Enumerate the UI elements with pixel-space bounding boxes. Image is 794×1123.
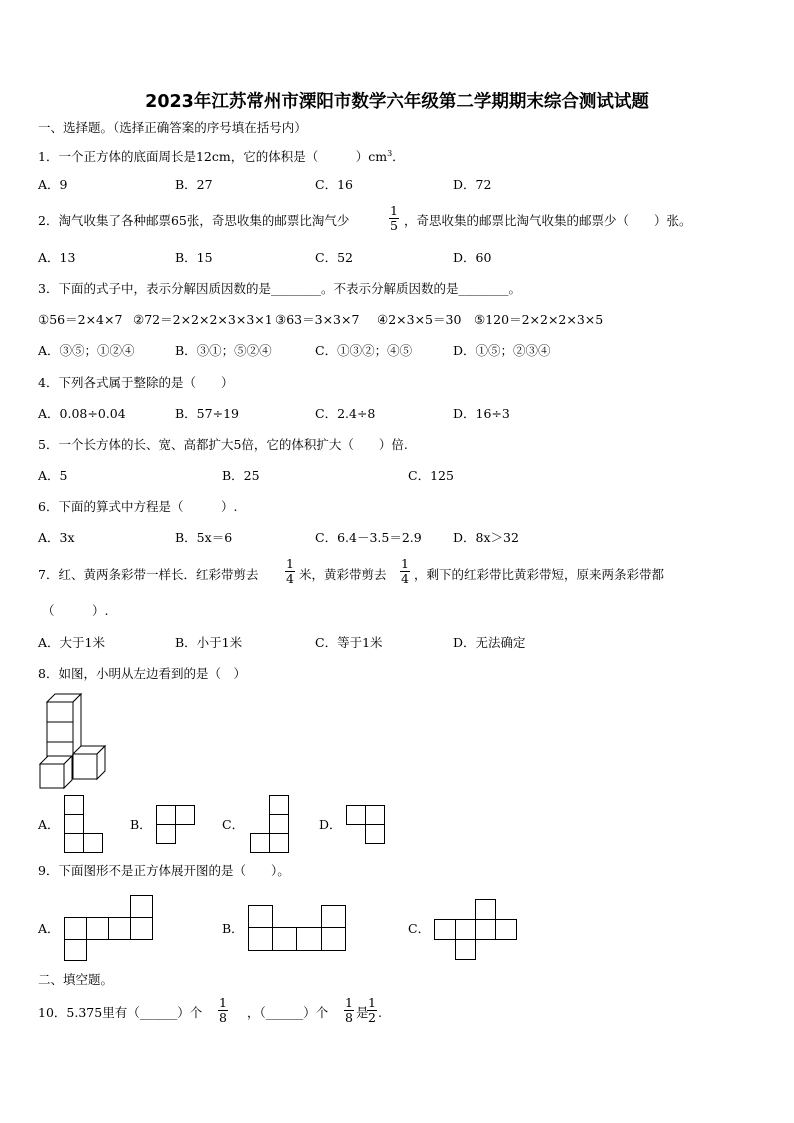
q7-stem-part3: ，剩下的红彩带比黄彩带短，原来两条彩带都 [414, 567, 665, 582]
section-choice-heading: 一、选择题。（选择正确答案的序号填在括号内） [38, 120, 307, 135]
q1-tail: ． [392, 149, 405, 165]
q7-fraction-2-denominator: 4 [401, 571, 409, 586]
q3-option-c[interactable]: C．①③②；④⑤ [315, 343, 413, 358]
q8-option-c-view[interactable] [250, 795, 290, 853]
q4-option-d[interactable]: D．16÷3 [453, 406, 510, 421]
q3-option-a[interactable]: A．③⑤；①②④ [38, 343, 135, 358]
q3-option-d[interactable]: D．①⑤；②③④ [453, 343, 551, 358]
q10-fraction-2-denominator: 8 [345, 1010, 353, 1025]
q10-fraction-1-numerator: 1 [219, 995, 227, 1010]
q10-fraction-2-numerator: 1 [345, 995, 353, 1010]
q7-stem-part2: 米，黄彩带剪去 [299, 567, 387, 582]
q7-option-b[interactable]: B．小于1米 [175, 635, 243, 650]
q8-option-a-view[interactable] [64, 795, 104, 853]
q7-option-a[interactable]: A．大于1米 [38, 635, 105, 650]
q1-stem-text: 1．一个正方体的底面周长是12cm，它的体积是（ ）cm [38, 149, 388, 165]
q1-superscript: 3 [387, 149, 393, 158]
q4-option-b[interactable]: B．57÷19 [175, 406, 239, 421]
q3-option-b[interactable]: B．③①；⑤②④ [175, 343, 272, 358]
q7-answer-blank: （ ）. [42, 603, 109, 618]
q9-option-c-label[interactable]: C． [408, 921, 431, 936]
q3-stem: 3．下面的式子中，表示分解因质因数的是________。不表示分解质因数的是________。 [38, 281, 521, 296]
q9-option-b-label[interactable]: B． [222, 921, 244, 936]
q9-stem: 9．下面图形不是正方体展开图的是（ ）。 [38, 863, 290, 878]
q4-stem: 4．下列各式属于整除的是（ ） [38, 375, 234, 390]
q10-fraction-3-denominator: 2 [368, 1010, 376, 1025]
q2-option-a[interactable]: A．13 [38, 250, 76, 265]
q4-option-c[interactable]: C．2.4÷8 [315, 406, 376, 421]
q8-option-c-label[interactable]: C． [222, 817, 245, 832]
q5-option-b[interactable]: B．25 [222, 468, 260, 483]
q6-option-b[interactable]: B．5x＝6 [175, 530, 233, 545]
q10-fraction-3 [367, 996, 377, 1025]
q10-part4: . [378, 1005, 382, 1020]
cube-front-2 [47, 722, 73, 742]
q8-cube-stack-figure [38, 693, 110, 789]
q2-tail: ，奇思收集的邮票比淘气收集的邮票少（ ）张。 [404, 213, 692, 228]
q10-fraction-1-denominator: 8 [219, 1010, 227, 1025]
q2-fraction-denominator: 5 [390, 218, 398, 233]
q2-option-b[interactable]: B．15 [175, 250, 213, 265]
q7-fraction-2-numerator: 1 [401, 556, 409, 571]
q7-fraction-2 [400, 557, 410, 586]
q9-option-a-label[interactable]: A． [38, 921, 60, 936]
cube-front-1 [47, 702, 73, 722]
q7-fraction-1 [285, 557, 295, 586]
q6-option-d[interactable]: D．8x＞32 [453, 530, 519, 545]
section-fill-heading: 二、填空题。 [38, 972, 114, 987]
q2-option-d[interactable]: D．60 [453, 250, 492, 265]
q5-stem: 5．一个长方体的长、宽、高都扩大5倍，它的体积扩大（ ）倍. [38, 437, 408, 452]
page-title: 2023年江苏常州市溧阳市数学六年级第二学期期末综合测试试题 [145, 92, 649, 112]
q10-fraction-3-numerator: 1 [368, 995, 376, 1010]
q8-option-a-label[interactable]: A． [38, 817, 60, 832]
q10-fraction-2 [344, 996, 354, 1025]
q4-option-a[interactable]: A．0.08÷0.04 [38, 406, 126, 421]
q7-fraction-1-denominator: 4 [286, 571, 294, 586]
q1-option-b[interactable]: B．27 [175, 177, 213, 192]
q8-option-b-view[interactable] [156, 805, 196, 845]
q9-option-a-net[interactable] [64, 895, 156, 961]
q9-option-c-net[interactable] [434, 899, 520, 961]
q2-fraction [389, 204, 399, 233]
q10-part1: 10．5.375里有（______）个 [38, 1005, 203, 1020]
q2-fraction-numerator: 1 [390, 203, 398, 218]
q10-part3: 是 [356, 1005, 369, 1020]
q7-fraction-1-numerator: 1 [286, 556, 294, 571]
q9-option-b-net[interactable] [248, 905, 348, 953]
q7-stem-part1: 7．红、黄两条彩带一样长．红彩带剪去 [38, 567, 259, 582]
q8-option-b-label[interactable]: B． [130, 817, 152, 832]
q1-stem [38, 146, 405, 165]
q6-option-a[interactable]: A．3x [38, 530, 75, 545]
q6-option-c[interactable]: C．6.4－3.5＝2.9 [315, 530, 422, 545]
q2-stem: 2．淘气收集了各种邮票65张，奇思收集的邮票比淘气少 [38, 213, 350, 228]
q2-option-c[interactable]: C．52 [315, 250, 353, 265]
q10-part2: ，（______）个 [247, 1005, 329, 1020]
q3-item-2: ②72＝2×2×2×3×3×1 [133, 312, 273, 327]
q8-option-d-view[interactable] [346, 805, 386, 845]
q7-option-c[interactable]: C．等于1米 [315, 635, 383, 650]
q5-option-a[interactable]: A．5 [38, 468, 68, 483]
q1-option-a[interactable]: A．9 [38, 177, 68, 192]
cube-right-front [73, 754, 97, 779]
q1-option-c[interactable]: C．16 [315, 177, 353, 192]
q3-item-3: ③63＝3×3×7 [275, 312, 360, 327]
q3-item-1: ①56＝2×4×7 [38, 312, 123, 327]
q3-item-4: ④2×3×5＝30 [377, 312, 462, 327]
q1-option-d[interactable]: D．72 [453, 177, 492, 192]
q6-stem: 6．下面的算式中方程是（ ）. [38, 499, 238, 514]
q10-fraction-1 [218, 996, 228, 1025]
q8-stem: 8．如图，小明从左边看到的是（ ） [38, 666, 246, 681]
q7-option-d[interactable]: D．无法确定 [453, 635, 526, 650]
q8-option-d-label[interactable]: D． [319, 817, 342, 832]
q3-item-5: ⑤120＝2×2×2×3×5 [474, 312, 604, 327]
cube-front-front [40, 764, 64, 788]
q5-option-c[interactable]: C．125 [408, 468, 454, 483]
